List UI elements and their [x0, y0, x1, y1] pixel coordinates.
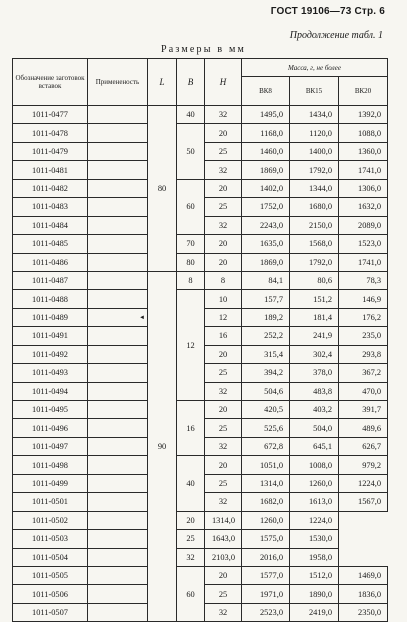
- height-H-cell: 25: [177, 530, 205, 548]
- mass-cell: 1635,0: [242, 235, 290, 253]
- height-H-cell: 20: [205, 401, 242, 419]
- application-cell: [88, 106, 148, 124]
- arrow-left-icon: ◄: [139, 315, 145, 322]
- height-H-cell: 32: [205, 216, 242, 234]
- mass-group-header: Масса, г, не более: [242, 59, 388, 77]
- application-cell: [88, 474, 148, 492]
- mass-cell: 1741,0: [339, 253, 388, 271]
- height-H-cell: 32: [205, 603, 242, 621]
- height-H-cell: 25: [205, 419, 242, 437]
- table-row: [13, 253, 388, 271]
- mass-cell: 1469,0: [339, 566, 388, 584]
- height-H-cell: 10: [205, 290, 242, 308]
- application-cell: [88, 308, 148, 326]
- application-cell: [88, 271, 148, 289]
- mass-cell: 146,9: [339, 290, 388, 308]
- mass-cell: 470,0: [339, 382, 388, 400]
- application-cell: [88, 401, 148, 419]
- application-cell: [88, 511, 148, 529]
- table-row: [13, 106, 388, 124]
- mass-cell: 1577,0: [242, 566, 290, 584]
- application-cell: [88, 437, 148, 455]
- mass-cell: 1792,0: [290, 253, 339, 271]
- designation-cell: 1011-0493: [13, 364, 88, 382]
- height-H-cell: 32: [205, 493, 242, 511]
- table-row: [13, 124, 388, 142]
- width-B-cell: 16: [177, 401, 205, 456]
- height-H-cell: 25: [205, 142, 242, 160]
- table-row: [13, 530, 388, 548]
- designation-cell: 1011-0495: [13, 401, 88, 419]
- height-H-cell: 25: [205, 474, 242, 492]
- table-row: [13, 290, 388, 308]
- designation-cell: 1011-0499: [13, 474, 88, 492]
- mass-cell: 84,1: [242, 271, 290, 289]
- mass-cell: 626,7: [339, 437, 388, 455]
- application-cell: [88, 382, 148, 400]
- mass-cell: 1512,0: [290, 566, 339, 584]
- mass-cell: 1120,0: [290, 124, 339, 142]
- designation-cell: 1011-0489: [13, 308, 88, 326]
- designation-cell: 1011-0507: [13, 603, 88, 621]
- mass-cell: 1890,0: [290, 585, 339, 603]
- mass-cell: 2089,0: [339, 216, 388, 234]
- mass-cell: 483,8: [290, 382, 339, 400]
- width-B-cell: 8: [177, 271, 205, 289]
- height-H-cell: 8: [205, 271, 242, 289]
- designation-cell: 1011-0503: [13, 530, 88, 548]
- mass-cell: 1869,0: [242, 253, 290, 271]
- mass-cell: 403,2: [290, 401, 339, 419]
- mass-cell: 1314,0: [242, 474, 290, 492]
- application-cell: [88, 290, 148, 308]
- application-cell: [88, 419, 148, 437]
- mass-cell: 1088,0: [339, 124, 388, 142]
- width-B-cell: 12: [177, 290, 205, 401]
- height-H-cell: 25: [205, 585, 242, 603]
- grade-header: ВК20: [339, 77, 388, 106]
- mass-cell: 1682,0: [242, 493, 290, 511]
- height-H-cell: 25: [205, 364, 242, 382]
- width-B-cell: 60: [177, 179, 205, 234]
- grade-header: ВК8: [242, 77, 290, 106]
- mass-cell: 1224,0: [339, 474, 388, 492]
- application-cell: [88, 327, 148, 345]
- mass-cell: 1402,0: [242, 179, 290, 197]
- length-L-cell: 90: [148, 271, 177, 621]
- length-L-cell: 80: [148, 106, 177, 272]
- height-H-cell: 20: [205, 253, 242, 271]
- height-H-cell: 32: [205, 106, 242, 124]
- mass-cell: 1168,0: [242, 124, 290, 142]
- col-designation-header: Обозначение заготовок вставок: [13, 59, 88, 106]
- designation-cell: 1011-0502: [13, 511, 88, 529]
- mass-cell: 1643,0: [205, 530, 242, 548]
- height-H-cell: 20: [205, 235, 242, 253]
- application-cell: [88, 253, 148, 271]
- designation-cell: 1011-0482: [13, 179, 88, 197]
- mass-cell: 1613,0: [290, 493, 339, 511]
- height-H-cell: 20: [205, 566, 242, 584]
- height-H-cell: 20: [205, 179, 242, 197]
- inserts-table: [12, 58, 388, 622]
- mass-cell: 2419,0: [290, 603, 339, 621]
- width-B-cell: 40: [177, 106, 205, 124]
- mass-cell: 2523,0: [242, 603, 290, 621]
- mass-cell: 1792,0: [290, 161, 339, 179]
- mass-cell: 181,4: [290, 308, 339, 326]
- application-cell: [88, 142, 148, 160]
- designation-cell: 1011-0501: [13, 493, 88, 511]
- mass-cell: 241,9: [290, 327, 339, 345]
- mass-cell: 391,7: [339, 401, 388, 419]
- mass-cell: 979,2: [339, 456, 388, 474]
- application-cell: [88, 548, 148, 566]
- height-H-cell: 20: [205, 456, 242, 474]
- mass-cell: 1869,0: [242, 161, 290, 179]
- designation-cell: 1011-0479: [13, 142, 88, 160]
- height-H-cell: 20: [205, 124, 242, 142]
- height-H-cell: 32: [205, 382, 242, 400]
- mass-cell: 235,0: [339, 327, 388, 345]
- designation-cell: 1011-0491: [13, 327, 88, 345]
- application-cell: [88, 585, 148, 603]
- mass-cell: 1344,0: [290, 179, 339, 197]
- designation-cell: 1011-0488: [13, 290, 88, 308]
- mass-cell: 1495,0: [242, 106, 290, 124]
- mass-cell: 189,2: [242, 308, 290, 326]
- mass-cell: 672,8: [242, 437, 290, 455]
- application-cell: [88, 456, 148, 474]
- application-cell: [88, 124, 148, 142]
- mass-cell: 1260,0: [242, 511, 290, 529]
- application-cell: [88, 566, 148, 584]
- mass-cell: 1400,0: [290, 142, 339, 160]
- application-cell: [88, 493, 148, 511]
- col-H-header: H: [205, 59, 242, 106]
- application-cell: [88, 216, 148, 234]
- width-B-cell: 70: [177, 235, 205, 253]
- col-B-header: B: [177, 59, 205, 106]
- mass-cell: 1971,0: [242, 585, 290, 603]
- mass-cell: 1392,0: [339, 106, 388, 124]
- mass-cell: 1224,0: [290, 511, 339, 529]
- mass-cell: 1523,0: [339, 235, 388, 253]
- height-H-cell: 32: [205, 437, 242, 455]
- application-cell: [88, 161, 148, 179]
- designation-cell: 1011-0505: [13, 566, 88, 584]
- mass-cell: 1568,0: [290, 235, 339, 253]
- mass-cell: 1306,0: [339, 179, 388, 197]
- designation-cell: 1011-0486: [13, 253, 88, 271]
- col-L-header: L: [148, 59, 177, 106]
- application-cell: [88, 179, 148, 197]
- mass-cell: 1680,0: [290, 198, 339, 216]
- dimensions-label: Размеры в мм: [160, 44, 247, 55]
- table-row: [13, 235, 388, 253]
- designation-cell: 1011-0506: [13, 585, 88, 603]
- designation-cell: 1011-0504: [13, 548, 88, 566]
- mass-cell: 2150,0: [290, 216, 339, 234]
- width-B-cell: 50: [177, 124, 205, 179]
- mass-cell: 1051,0: [242, 456, 290, 474]
- designation-cell: 1011-0485: [13, 235, 88, 253]
- mass-cell: 504,6: [242, 382, 290, 400]
- mass-cell: 367,2: [339, 364, 388, 382]
- mass-cell: 80,6: [290, 271, 339, 289]
- page-header: ГОСТ 19106—73 Стр. 6: [270, 6, 385, 17]
- height-H-cell: 20: [177, 511, 205, 529]
- mass-cell: 1530,0: [290, 530, 339, 548]
- height-H-cell: 25: [205, 198, 242, 216]
- table-row: [13, 179, 388, 197]
- application-cell: [88, 364, 148, 382]
- mass-cell: 1434,0: [290, 106, 339, 124]
- designation-cell: 1011-0483: [13, 198, 88, 216]
- designation-cell: 1011-0494: [13, 382, 88, 400]
- table-row: [13, 511, 388, 529]
- mass-cell: 157,7: [242, 290, 290, 308]
- designation-cell: 1011-0498: [13, 456, 88, 474]
- col-application-header: Примененость: [88, 59, 148, 106]
- mass-cell: 176,2: [339, 308, 388, 326]
- application-cell: [88, 603, 148, 621]
- mass-cell: 1836,0: [339, 585, 388, 603]
- table-row: [13, 566, 388, 584]
- mass-cell: 293,8: [339, 345, 388, 363]
- mass-cell: 420,5: [242, 401, 290, 419]
- application-cell: [88, 198, 148, 216]
- designation-cell: 1011-0487: [13, 271, 88, 289]
- width-B-cell: 40: [177, 456, 205, 511]
- height-H-cell: 16: [205, 327, 242, 345]
- mass-cell: 1567,0: [339, 493, 388, 511]
- designation-cell: 1011-0481: [13, 161, 88, 179]
- mass-cell: 1360,0: [339, 142, 388, 160]
- designation-cell: 1011-0496: [13, 419, 88, 437]
- mass-cell: 1741,0: [339, 161, 388, 179]
- height-H-cell: 32: [205, 161, 242, 179]
- mass-cell: 2243,0: [242, 216, 290, 234]
- application-cell: [88, 235, 148, 253]
- mass-cell: 1958,0: [290, 548, 339, 566]
- mass-cell: 504,0: [290, 419, 339, 437]
- mass-cell: 302,4: [290, 345, 339, 363]
- mass-cell: 252,2: [242, 327, 290, 345]
- table-row: [13, 401, 388, 419]
- mass-cell: 489,6: [339, 419, 388, 437]
- table-row: [13, 548, 388, 566]
- mass-cell: 2016,0: [242, 548, 290, 566]
- mass-cell: 1314,0: [205, 511, 242, 529]
- application-cell: [88, 530, 148, 548]
- height-H-cell: 20: [205, 345, 242, 363]
- mass-cell: 151,2: [290, 290, 339, 308]
- mass-cell: 1260,0: [290, 474, 339, 492]
- mass-cell: 1460,0: [242, 142, 290, 160]
- designation-cell: 1011-0497: [13, 437, 88, 455]
- designation-cell: 1011-0478: [13, 124, 88, 142]
- designation-cell: 1011-0477: [13, 106, 88, 124]
- grade-header: ВК15: [290, 77, 339, 106]
- mass-cell: 1575,0: [242, 530, 290, 548]
- mass-cell: 525,6: [242, 419, 290, 437]
- mass-cell: 1752,0: [242, 198, 290, 216]
- width-B-cell: 60: [177, 566, 205, 621]
- table-row: [13, 271, 388, 289]
- mass-cell: 2103,0: [205, 548, 242, 566]
- mass-cell: 78,3: [339, 271, 388, 289]
- table-row: [13, 456, 388, 474]
- height-H-cell: 32: [177, 548, 205, 566]
- designation-cell: 1011-0492: [13, 345, 88, 363]
- application-cell: [88, 345, 148, 363]
- mass-cell: 378,0: [290, 364, 339, 382]
- mass-cell: 394,2: [242, 364, 290, 382]
- mass-cell: 1008,0: [290, 456, 339, 474]
- designation-cell: 1011-0484: [13, 216, 88, 234]
- mass-cell: 645,1: [290, 437, 339, 455]
- table-continuation-note: Продолжение табл. 1: [289, 30, 383, 41]
- mass-cell: 2350,0: [339, 603, 388, 621]
- mass-cell: 315,4: [242, 345, 290, 363]
- width-B-cell: 80: [177, 253, 205, 271]
- mass-cell: 1632,0: [339, 198, 388, 216]
- height-H-cell: 12: [205, 308, 242, 326]
